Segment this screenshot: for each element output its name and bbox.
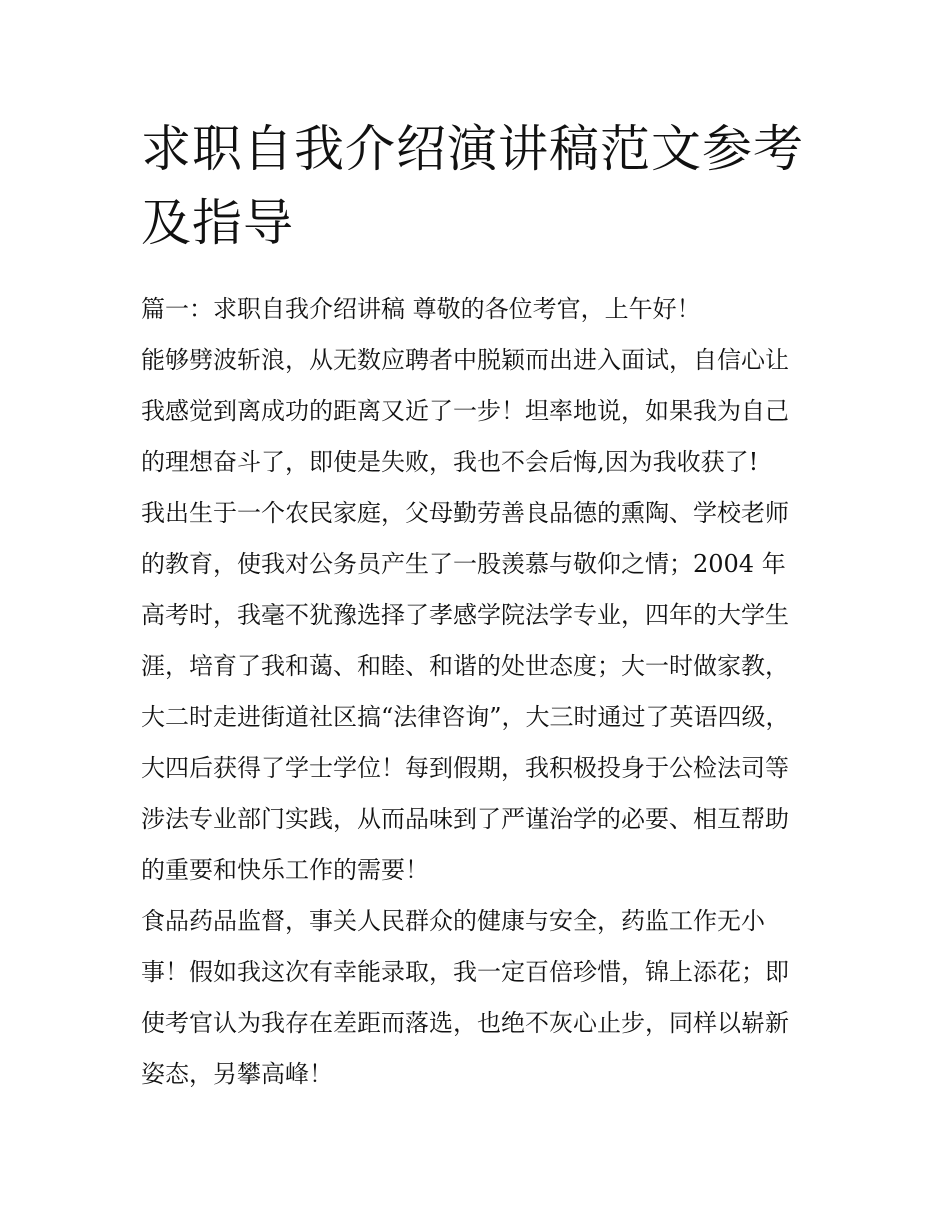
body-line: 篇一：求职自我介绍讲稿 尊敬的各位考官，上午好！ (141, 295, 701, 323)
body-line: 涉法专业部门实践，从而品味到了严谨治学的必要、相互帮助 (141, 805, 789, 833)
body-line: 食品药品监督，事关人民群众的健康与安全，药监工作无小 (141, 907, 765, 935)
body-line: 的理想奋斗了，即使是失败，我也不会后悔,因为我收获了! (141, 448, 759, 476)
body-line: 的教育，使我对公务员产生了一股羡慕与敬仰之情；2004 年 (141, 550, 786, 578)
body-line: 涯，培育了我和蔼、和睦、和谐的处世态度；大一时做家教， (141, 652, 789, 680)
body-line: 大四后获得了学士学位！每到假期，我积极投身于公检法司等 (141, 754, 789, 782)
title-line: 及指导 (141, 194, 294, 252)
document-content (141, 112, 821, 1100)
body-line: 高考时，我毫不犹豫选择了孝感学院法学专业，四年的大学生 (141, 601, 789, 629)
body-line: 我感觉到离成功的距离又近了一步！坦率地说，如果我为自己 (141, 397, 789, 425)
body-line: 事！假如我这次有幸能录取，我一定百倍珍惜，锦上添花；即 (141, 958, 789, 986)
body-line: 能够劈波斩浪，从无数应聘者中脱颖而出进入面试，自信心让 (141, 346, 789, 374)
body-line: 的重要和快乐工作的需要！ (141, 856, 429, 884)
title-line: 求职自我介绍演讲稿范文参考 (141, 120, 804, 178)
body-line: 姿态，另攀高峰！ (141, 1060, 333, 1088)
document-title (141, 112, 821, 260)
document-body (141, 284, 821, 1100)
body-line: 我出生于一个农民家庭，父母勤劳善良品德的熏陶、学校老师 (141, 499, 789, 527)
body-line: 使考官认为我存在差距而落选，也绝不灰心止步，同样以崭新 (141, 1009, 789, 1037)
body-line: 大二时走进街道社区搞“法律咨询”，大三时通过了英语四级， (141, 703, 790, 731)
